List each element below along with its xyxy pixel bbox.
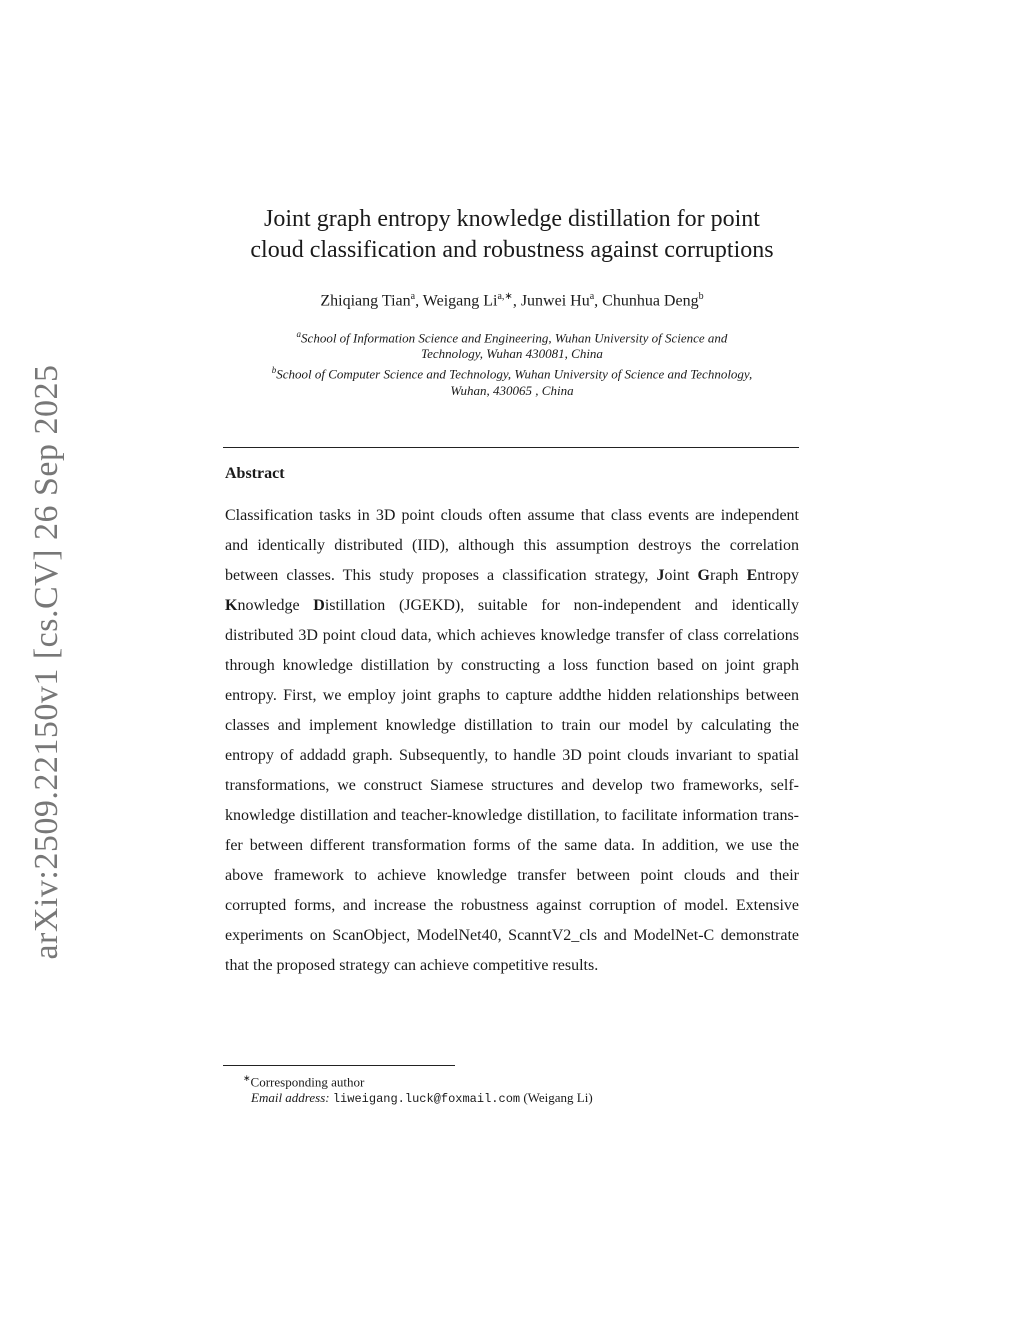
email-label: Email address: bbox=[251, 1090, 330, 1106]
affiliation-a-line-1 bbox=[0, 326, 1024, 346]
acronym-rest: raph bbox=[710, 567, 747, 584]
author-affiliation-mark: b bbox=[698, 291, 704, 302]
email-owner: (Weigang Li) bbox=[523, 1090, 593, 1106]
author-affiliation-mark: a bbox=[410, 291, 416, 302]
affiliation-text: School of Information Science and Engineering, Wuhan University of Science and bbox=[301, 330, 728, 346]
acronym-initial: E bbox=[746, 567, 758, 584]
footnote-mark: ∗ bbox=[243, 1073, 251, 1083]
affiliation-mark: a bbox=[296, 329, 302, 339]
author-list bbox=[0, 291, 1024, 310]
footnote-line-1 bbox=[243, 1070, 593, 1090]
footnote-line-2 bbox=[243, 1090, 593, 1107]
paper-title bbox=[0, 204, 1024, 266]
abstract-heading: Abstract bbox=[225, 465, 285, 482]
arxiv-identifier-stamp: arXiv:2509.22150v1 [cs.CV] 26 Sep 2025 bbox=[28, 364, 65, 960]
author-name: Chunhua Deng bbox=[602, 292, 699, 310]
affiliation-a-line-2: Technology, Wuhan 430081, China bbox=[421, 346, 603, 362]
affiliation-mark: b bbox=[271, 365, 277, 376]
author-name: Zhiqiang Tian bbox=[320, 292, 411, 310]
affiliation-list bbox=[0, 326, 1024, 399]
acronym-initial: G bbox=[697, 567, 710, 584]
affiliation-text: School of Computer Science and Technology, Wuhan University of Science and Technology, bbox=[276, 366, 753, 382]
footnote bbox=[243, 1070, 593, 1107]
acronym-initial: K bbox=[225, 597, 238, 614]
affiliation-b-line-1 bbox=[0, 362, 1024, 382]
footnote-rule bbox=[223, 1065, 455, 1066]
acronym-initial: J bbox=[656, 567, 665, 584]
author-name: Junwei Hu bbox=[520, 292, 590, 310]
email-address-link[interactable]: liweigang.luck@foxmail.com bbox=[332, 1092, 521, 1107]
abstract-text-part-1: Classification tasks in 3D point clouds often assume that class events are independent and identically distributed (IID), although this assumption destroys the correlation between classes. This study proposes a classification strategy, bbox=[225, 507, 799, 584]
author-name: Weigang Li bbox=[422, 292, 498, 310]
author-separator: , bbox=[512, 292, 521, 310]
abstract-body bbox=[225, 501, 799, 981]
acronym-rest: ntropy bbox=[757, 567, 800, 584]
author-affiliation-mark: a,∗ bbox=[497, 291, 513, 302]
abstract-top-rule bbox=[223, 447, 799, 448]
title-line-2: cloud classification and robustness against corruptions bbox=[250, 237, 774, 263]
author-separator: , bbox=[594, 292, 603, 310]
author-affiliation-mark: a bbox=[589, 291, 595, 302]
acronym-rest: istillation bbox=[324, 597, 386, 614]
acronym-rest: oint bbox=[664, 567, 698, 584]
author-separator: , bbox=[415, 292, 423, 310]
footnote-text: Corresponding author bbox=[250, 1074, 365, 1090]
title-line-1: Joint graph entropy knowledge distillation for point bbox=[264, 206, 760, 232]
acronym-initial: D bbox=[313, 597, 325, 614]
abstract-text-part-2: (JGEKD), suitable for non-independent and identically distributed 3D point cloud data, which achieves knowledge transfer of class correlations through knowledge distillation by constructing a loss function based on joint graph entropy. First, we employ joint graphs to capture addthe hidden relationships between classes and implement knowledge distillation to train our model by calculating the entropy of addadd graph. Subsequently, to handle 3D point clouds invariant to spatial transformations, we construct Siamese structures and develop two frameworks, self-knowledge distillation and teacher-knowledge distillation, to facilitate information transfer between different transformation forms of the same data. In addition, we use the above framework to achieve knowledge transfer between point clouds and their corrupted forms, and increase the robustness against corruption of model. Extensive experiments on ScanObject, ModelNet40, ScanntV2_cls and ModelNet-C demonstrate that the proposed strategy can achieve competitive results. bbox=[225, 597, 800, 974]
acronym-rest: nowledge bbox=[237, 597, 314, 614]
affiliation-b-line-2: Wuhan, 430065 , China bbox=[450, 382, 574, 398]
